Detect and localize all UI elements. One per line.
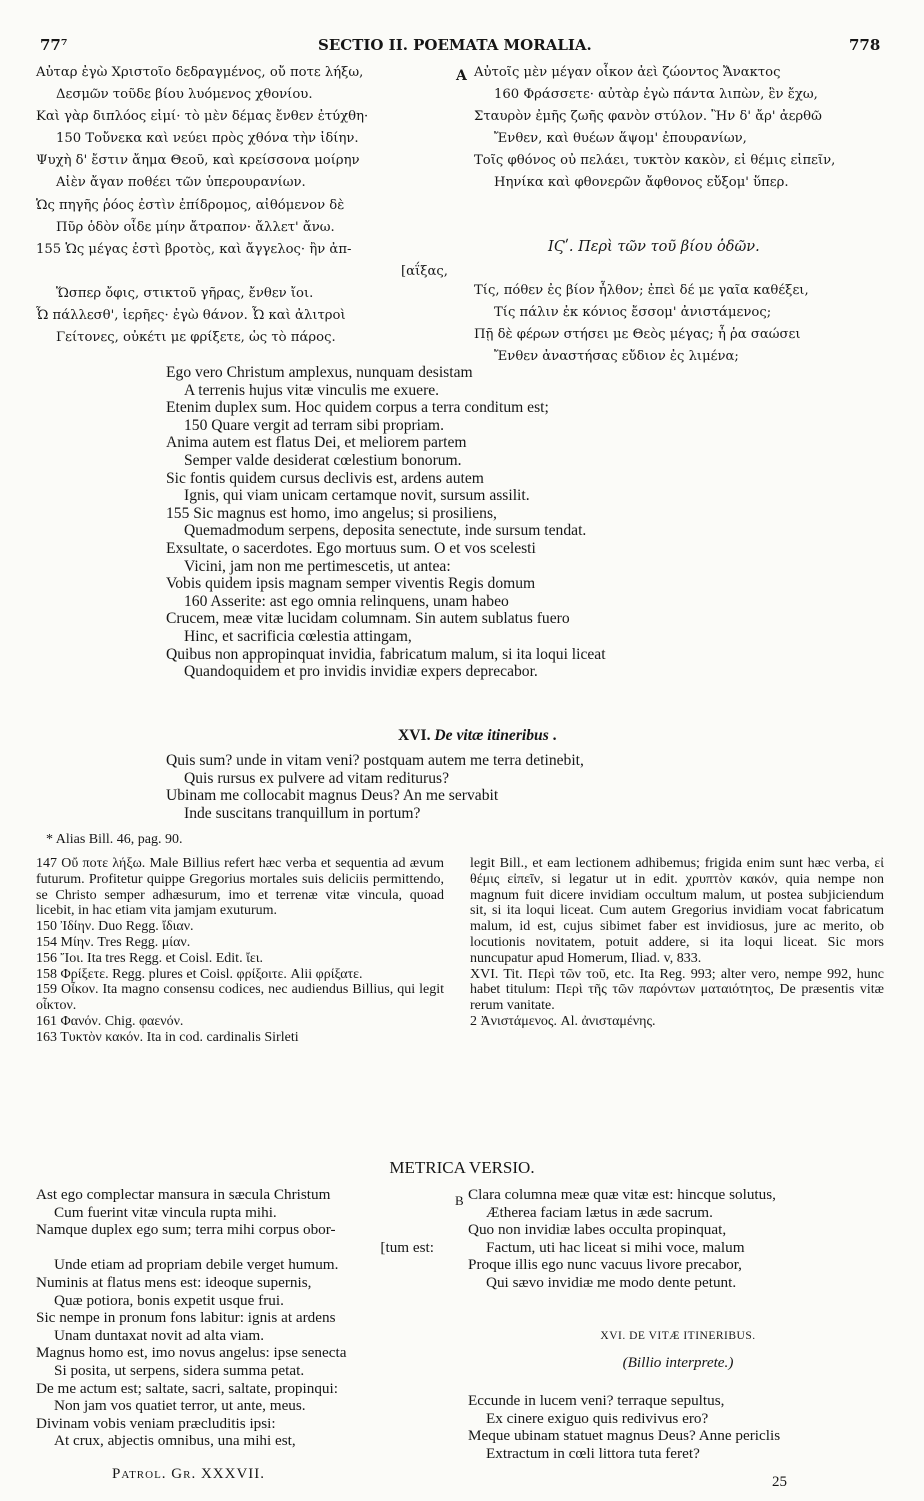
section-xvi-heading: XVI. De vitæ itineribus . xyxy=(398,727,557,744)
verse-line: Eccunde in lucem veni? terraque sepultus, xyxy=(468,1392,725,1409)
verse-line: Quo non invidiæ labes occulta propinquat, xyxy=(468,1221,727,1239)
latin-line: Sic fontis quidem cursus declivis est, ardens autem xyxy=(166,469,484,487)
verse-line: Magnus homo est, imo novus angelus: ipse senecta xyxy=(36,1344,347,1362)
greek-line: Ὦ πάλλεσθ', ἱερῆες· ἐγὼ θάνον. Ὦ καὶ ἀλιτροὶ xyxy=(36,308,346,324)
note-entry: 154 Μίην. Tres Regg. μίαν. xyxy=(36,934,191,950)
greek-line: Πῦρ ὁδὸν οἶδε μίην ἄτραπον· ἄλλετ' ἄνω. xyxy=(56,219,335,235)
latin-line: Ubinam me collocabit magnus Deus? An me servabit xyxy=(166,787,499,805)
verse-line: Proque illis ego nunc vacuus livore precabor, xyxy=(468,1256,742,1274)
greek-line: Αἰὲν ἄγαν ποθέει τῶν ὑπερουρανίων. xyxy=(56,175,306,191)
section-title: De vitæ itineribus xyxy=(434,727,549,744)
latin-line: Hinc, et sacrificia cœlestia attingam, xyxy=(184,627,412,645)
greek-line: Ἔνθεν ἀναστήσας εὔδιον ἐς λιμένα; xyxy=(494,349,739,365)
latin-line: Vobis quidem ipsis magnam semper viventis Regis domum xyxy=(166,575,536,593)
note-entry: 159 Οἶκον. Ita magno consensu codices, nec audiendus Billius, qui legit οἶκτον. xyxy=(36,982,444,1014)
latin-line: Quis sum? unde in vitam veni? postquam autem me terra detinebit, xyxy=(166,752,584,769)
note-entry: XVI. Tit. Περὶ τῶν τοῦ, etc. Ita Reg. 993; alter vero, nempe 992, hunc habet titulum: Περὶ τῆς τῶν παρόντων ματαιότητος, De præsentis vitæ rerum vanitate. xyxy=(470,966,884,1014)
latin-line: A terrenis hujus vitæ vinculis me exuere. xyxy=(184,381,440,399)
greek-line: Ψυχὴ δ' ἔστιν ἄημα Θεοῦ, καὶ κρείσσονα μοίρην xyxy=(36,153,360,169)
verse-line: Clara columna meæ quæ vitæ est: hincque solutus, xyxy=(468,1186,776,1203)
margin-letter: A xyxy=(456,68,467,84)
greek-line: Ὥσπερ ὄφις, στικτοῦ γῆρας, ἔνθεν ἴοι. xyxy=(56,285,314,301)
verse-line: Numinis at flatus mens est: ideoque supernis, xyxy=(36,1273,312,1291)
latin-translation xyxy=(166,364,766,681)
metrica-left-column xyxy=(36,1186,448,1450)
verse-line: Namque duplex ego sum; terra mihi corpus obor- xyxy=(36,1221,336,1239)
note-entry: 156 Ἴοι. Ita tres Regg. et Coisl. Edit. ἴει. xyxy=(36,950,263,966)
footer-signature: 25 xyxy=(772,1474,787,1490)
greek-line: 160 Φράσσετε· αὐτὰρ ἐγὼ πάντα λιπὼν, ἓν ἔχω, xyxy=(494,87,818,103)
greek-section-title: ΙϚʹ. Περὶ τῶν τοῦ βίου ὁδῶν. xyxy=(548,239,760,255)
greek-left-column xyxy=(36,62,448,349)
latin-line: 155 Sic magnus est homo, imo angelus; si prosiliens, xyxy=(166,504,497,522)
verse-line: Ex cinere exiguo quis redivivus ero? xyxy=(486,1409,709,1427)
page-number-left: 77⁷ xyxy=(40,36,68,54)
verse-line: Qui sævo invidiæ me modo dente petunt. xyxy=(486,1273,737,1291)
verse-line: Cum fuerint vitæ vincula rupta mihi. xyxy=(54,1203,277,1221)
verse-line: Unde etiam ad propriam debile verget humum. xyxy=(54,1256,339,1274)
latin-line: Quandoquidem et pro invidis invidiæ expers deprecabor. xyxy=(184,663,538,681)
verse-line: Ætherea faciam lætus in æde sacrum. xyxy=(486,1203,713,1221)
notes-left-column xyxy=(36,856,444,1046)
latin-line: Anima autem est flatus Dei, et meliorem partem xyxy=(166,434,467,452)
verse-line: Unam duntaxat novit ad alta viam. xyxy=(54,1326,265,1344)
note-entry: 2 Ἀνιστάμενος. Al. ἀνισταμένης. xyxy=(470,1013,656,1029)
metrica-heading: METRICA VERSIO. xyxy=(389,1158,535,1177)
verse-line: De me actum est; saltate, sacri, saltate, propinqui: xyxy=(36,1379,338,1397)
alias-footnote: * Alias Bill. 46, pag. 90. xyxy=(46,832,183,847)
latin-line: Quibus non appropinquat invidia, fabricatum malum, si ita loqui liceat xyxy=(166,645,606,663)
latin-line: Ignis, qui viam unicam certamque novit, sursum assilit. xyxy=(184,487,530,505)
xvi-metrica-heading: XVI. DE VITÆ ITINERIBUS. xyxy=(600,1330,756,1342)
latin-line: Inde suscitans tranquillum in portum? xyxy=(184,804,421,822)
greek-line: Καὶ γὰρ διπλόος εἰμί· τὸ μὲν δέμας ἔνθεν ἐτύχθη· xyxy=(36,109,369,125)
verse-line: Divinam vobis veniam præcluditis ipsi: xyxy=(36,1414,276,1432)
note-entry: legit Bill., et eam lectionem adhibemus; frigida enim sunt hæc verba, εἰ θέμις εἰπεῖν, si legatur ut in edit. χρυπτὸν κακόν, quia nempe non magnum fuit dicere invidiam occultum malum, ut postea subjiciendum sit, si ita loqui liceat. Cum autem Gregorius invidiam vocat fabricatum malum, id est, cujus sibimet faber est invidiosus, jure ac merito, ob locutionis novitatem, potuit addere, si ita loqui liceat. Sic mors nuncupatur apud Homerum, Iliad. v, 833. xyxy=(470,856,884,966)
greek-line: 150 Τοὔνεκα καὶ νεύει πρὸς χθόνα τὴν ἰδίην. xyxy=(56,131,359,147)
latin-line: Vicini, jam non me pertimescetis, ut antea: xyxy=(184,557,451,575)
note-entry: 147 Οὔ ποτε λήξω. Male Billius refert hæc verba et sequentia ad ævum futurum. Profitetur quippe Gregorius mortales suis deliciis permittendo, se Christo semper adhæsurum, imo et terrenæ vitæ vincula, quoad licebit, in hac etiam vita jamjam exuturum. xyxy=(36,856,444,919)
verse-line: Non jam vos quatiet terror, ut ante, meus. xyxy=(54,1397,306,1415)
note-entry: 150 Ἰδίην. Duo Regg. ἴδιαν. xyxy=(36,919,194,935)
note-entry: 161 Φανόν. Chig. φαενόν. xyxy=(36,1013,184,1029)
latin-line: Etenim duplex sum. Hoc quidem corpus a terra conditum est; xyxy=(166,399,549,417)
greek-line: Τοῖς φθόνος οὐ πελάει, τυκτὸν κακὸν, εἰ θέμις εἰπεῖν, xyxy=(474,153,836,169)
page-number-right: 778 xyxy=(849,36,881,54)
greek-line: Ηηνίκα καὶ φθονερῶν ἄφθονος εὔξομ' ὕπερ. xyxy=(494,175,789,191)
verse-line: Quæ potiora, bonis expetit usque frui. xyxy=(54,1291,284,1309)
latin-line: Crucem, meæ vitæ lucidam columnam. Sin autem sublatus fuero xyxy=(166,610,570,628)
greek-line: Σταυρὸν ἐμῆς ζωῆς φανὸν στύλον. Ἢν δ' ἄρ' ἀερθῶ xyxy=(474,109,822,125)
notes-right-column xyxy=(470,856,884,1030)
xvi-metrica-lines xyxy=(468,1392,888,1462)
greek-right-column xyxy=(474,62,894,195)
xvi-metrica-subheading: (Billio interprete.) xyxy=(622,1354,734,1371)
section-xvi-lines xyxy=(166,752,766,822)
greek-line: Αὐταρ ἐγὼ Χριστοῖο δεδραγμένος, οὔ ποτε λήξω, xyxy=(36,65,364,80)
section-number: XVI. xyxy=(398,727,431,744)
latin-line: Semper valde desiderat cœlestium bonorum. xyxy=(184,451,462,469)
note-entry: 158 Φρίξετε. Regg. plures et Coisl. φρίξοιτε. Alii φρίξατε. xyxy=(36,966,363,982)
margin-letter: B xyxy=(455,1193,464,1208)
greek-line: Ἔνθεν, καὶ θυέων ἅψομ' ἐπουρανίων, xyxy=(494,131,747,147)
greek-right-poem xyxy=(474,280,894,368)
verse-line: Meque ubinam statuet magnus Deus? Anne periclis xyxy=(468,1427,781,1445)
footer-collection: Patrol. Gr. XXXVII. xyxy=(112,1466,266,1482)
latin-line: 160 Asserite: ast ego omnia relinquens, unam habeo xyxy=(184,592,509,610)
verse-line: Factum, uti hac liceat si mihi voce, malum xyxy=(486,1238,745,1256)
latin-line: Quis rursus ex pulvere ad vitam rediturus? xyxy=(184,769,450,787)
verse-line: [tum est: xyxy=(380,1238,434,1256)
note-entry: 163 Τυκτὸν κακόν. Ita in cod. cardinalis Sirleti xyxy=(36,1029,299,1045)
verse-line: Sic nempe in pronum fons labitur: ignis at ardens xyxy=(36,1309,336,1327)
verse-line: Ast ego complectar mansura in sæcula Christum xyxy=(36,1186,331,1203)
verse-line: At crux, abjectis omnibus, una mihi est, xyxy=(54,1432,296,1450)
latin-line: Quemadmodum serpens, deposita senectute, inde sursum tendat. xyxy=(184,522,587,540)
greek-line: Δεσμῶν τοῦδε βίου λυόμενος χθονίου. xyxy=(56,87,313,103)
verse-line: Extractum in cœli littora tuta feret? xyxy=(486,1444,700,1462)
greek-line: Ὡς πηγῆς ῥόος ἐστὶν ἐπίδρομος, αἰθόμενον δὲ xyxy=(36,197,345,213)
greek-line: Αὐτοῖς μὲν μέγαν οἶκον ἀεὶ ζώοντος Ἄνακτος xyxy=(474,65,781,80)
latin-line: 150 Quare vergit ad terram sibi propriam. xyxy=(184,416,444,434)
greek-line: 155 Ὡς μέγας ἐστὶ βροτὸς, καὶ ἄγγελος· ἢν ἀπ- xyxy=(36,241,352,257)
greek-line: Τίς πάλιν ἐκ κόνιος ἔσσομ' ἀνιστάμενος; xyxy=(494,305,772,321)
running-title: SECTIO II. POEMATA MORALIA. xyxy=(318,36,592,54)
metrica-right-column xyxy=(468,1186,888,1292)
greek-line: Γείτονες, οὐκέτι με φρίξετε, ὡς τὸ πάρος. xyxy=(56,330,336,346)
greek-line: Τίς, πόθεν ἐς βίον ἦλθον; ἐπεὶ δέ με γαῖα καθέξει, xyxy=(474,283,809,298)
latin-line: Exsultate, o sacerdotes. Ego mortuus sum. O et vos scelesti xyxy=(166,539,536,557)
latin-line: Ego vero Christum amplexus, nunquam desistam xyxy=(166,364,473,381)
greek-line: Πῇ δὲ φέρων στήσει με Θεὸς μέγας; ἦ ῥα σαώσει xyxy=(474,327,801,343)
verse-line: Si posita, ut serpens, sidera summa petat. xyxy=(54,1361,305,1379)
greek-line: [αΐξας, xyxy=(401,263,448,279)
